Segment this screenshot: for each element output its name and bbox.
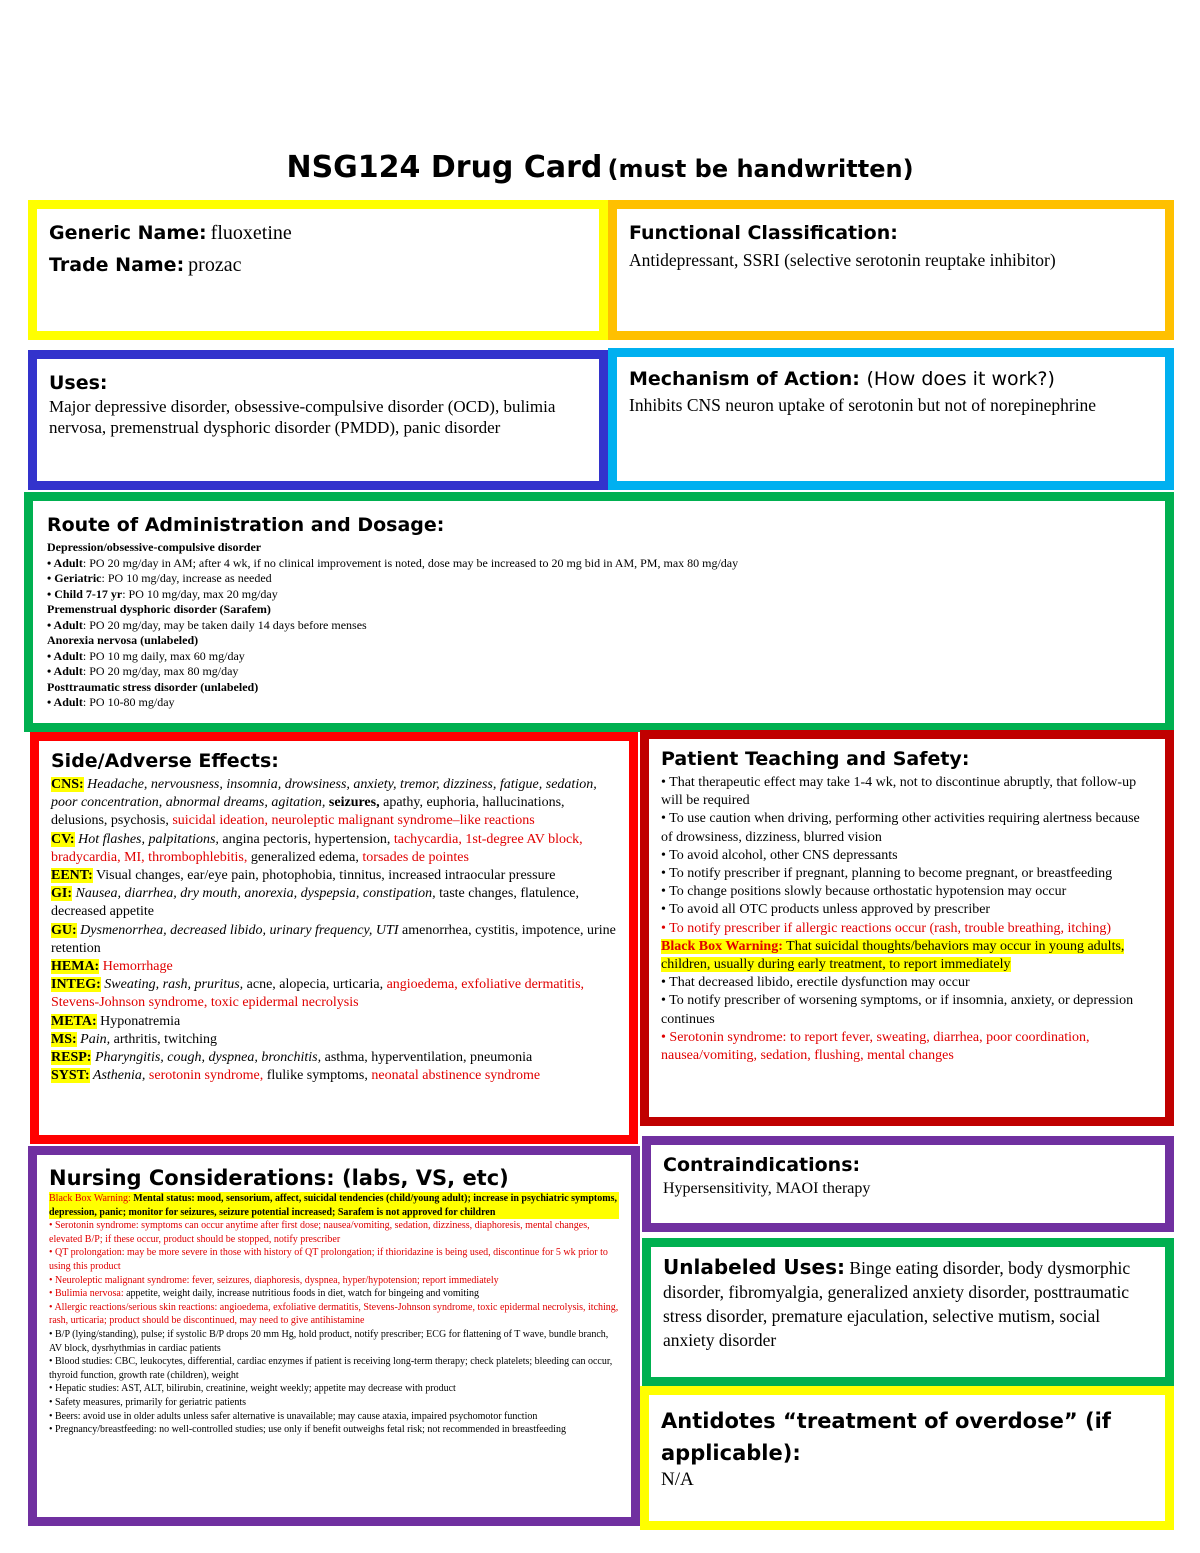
nursing-item-text: • Pregnancy/breastfeeding: no well-controlled studies; use only if benefit outweighs fetal risk; not recommended in breastfeeding bbox=[49, 1424, 566, 1436]
side-effect-label: CV: bbox=[51, 831, 75, 847]
names-box bbox=[28, 200, 608, 340]
route-box bbox=[24, 492, 1174, 732]
route-line: • Adult: PO 20 mg/day, max 80 mg/day bbox=[47, 664, 239, 678]
antidotes-heading: Antidotes “treatment of overdose” (if applicable): bbox=[661, 1409, 1111, 1465]
side-effect-label: SYST: bbox=[51, 1068, 90, 1084]
route-line: Depression/obsessive-compulsive disorder bbox=[47, 540, 262, 554]
side-effects-list bbox=[51, 776, 617, 1085]
side-effect-serious: angioedema, exfoliative dermatitis, Stevens-Johnson syndrome, toxic epidermal necrolysis bbox=[51, 977, 585, 1011]
route-line: • Adult: PO 10-80 mg/day bbox=[47, 695, 175, 709]
side-effect-italic: Dysmenorrhea, decreased libido, urinary frequency, UTI bbox=[76, 922, 399, 938]
route-line: • Adult: PO 20 mg/day in AM; after 4 wk, if no clinical improvement is noted, dose may be increased to 20 mg bid in AM, PM, max 80 mg/day bbox=[47, 555, 739, 570]
nursing-item-text: • Hepatic studies: AST, ALT, bilirubin, creatinine, weight weekly; appetite may decrease with product bbox=[49, 1383, 456, 1395]
contraindications-box bbox=[642, 1136, 1174, 1232]
side-effect-item bbox=[51, 776, 617, 831]
teaching-text: • That therapeutic effect may take 1-4 wk, not to discontinue abruptly, that follow-up will be required bbox=[661, 775, 1137, 809]
nursing-bbw-label: Black Box Warning: bbox=[49, 1193, 131, 1204]
side-effect-serious: tachycardia, 1st-degree AV block, bradycardia, MI, thrombophlebitis, bbox=[51, 831, 583, 865]
teaching-text: • To avoid alcohol, other CNS depressants bbox=[661, 847, 898, 863]
nursing-item bbox=[49, 1423, 619, 1437]
nursing-item-text: • Blood studies: CBC, leukocytes, differential, cardiac enzymes if patient is receiving long-term therapy; check platelets; bleeding can occur, thyroid function, growth rate (children), weight bbox=[49, 1356, 613, 1381]
nursing-bbw-text: Mental status: mood, sensorium, affect, suicidal tendencies (child/young adult); increase in psychiatric symptoms, depression, panic; monitor for seizures, seizure potential increased; Sarafem is not approved for children bbox=[49, 1193, 617, 1218]
teaching-item bbox=[661, 992, 1153, 1028]
side-effect-text: taste changes, flatulence, decreased appetite bbox=[51, 886, 580, 920]
teaching-text: • To use caution when driving, performing other activities requiring alertness because of drowsiness, dizziness, blurred vision bbox=[661, 811, 1140, 845]
teaching-bbw-label: Black Box Warning: bbox=[661, 938, 783, 954]
nursing-item-text: • B/P (lying/standing), pulse; if systolic B/P drops 20 mm Hg, hold product, notify prescriber; ECG for flattening of T wave, bundle branch, AV block, dysrhythmias in cardiac patients bbox=[49, 1328, 609, 1354]
side-effect-item bbox=[51, 976, 617, 1012]
side-effect-text: amenorrhea, cystitis, impotence, urine retention bbox=[51, 922, 616, 956]
teaching-text: • To change positions slowly because orthostatic hypotension may occur bbox=[661, 884, 1067, 900]
side-effects-box bbox=[30, 732, 638, 1144]
side-effect-italic: Hot flashes, palpitations, bbox=[74, 831, 219, 847]
nursing-item-label: • Bulimia nervosa: bbox=[49, 1288, 124, 1300]
teaching-text: • To notify prescriber if pregnant, planning to become pregnant, or breastfeeding bbox=[661, 866, 1113, 882]
route-line: • Adult: PO 20 mg/day, may be taken daily 14 days before menses bbox=[47, 617, 367, 632]
generic-name-value: fluoxetine bbox=[210, 222, 292, 244]
teaching-bbw-text: That suicidal thoughts/behaviors may occur in young adults, children, usually during early treatment, to report immediately bbox=[661, 938, 1125, 973]
trade-name-value: prozac bbox=[188, 254, 242, 276]
title-note: (must be handwritten) bbox=[607, 155, 914, 183]
route-line: Anorexia nervosa (unlabeled) bbox=[47, 633, 199, 647]
trade-name-label: Trade Name: bbox=[49, 254, 185, 276]
nursing-bbw bbox=[49, 1192, 619, 1219]
teaching-text: • To avoid all OTC products unless approved by prescriber bbox=[661, 902, 991, 918]
route-line: Posttraumatic stress disorder (unlabeled) bbox=[47, 679, 259, 694]
side-effect-bold: seizures, bbox=[325, 795, 380, 811]
side-effect-italic: Pain, bbox=[76, 1031, 111, 1047]
title-main: NSG124 Drug Card bbox=[286, 150, 603, 185]
side-effect-item bbox=[51, 1013, 617, 1031]
antidotes-box bbox=[640, 1386, 1174, 1530]
nursing-item bbox=[49, 1355, 619, 1382]
side-effect-text: generalized edema, bbox=[247, 849, 359, 865]
mechanism-heading-label: Mechanism of Action: bbox=[629, 368, 860, 390]
route-lines bbox=[47, 540, 1153, 711]
nursing-item bbox=[49, 1246, 619, 1273]
route-line: Premenstrual dysphoric disorder (Sarafem) bbox=[47, 602, 271, 616]
route-line: • Child 7-17 yr: PO 10 mg/day, max 20 mg/day bbox=[47, 586, 278, 601]
unlabeled-uses-heading: Unlabeled Uses: bbox=[663, 1255, 846, 1279]
nursing-item-text: • Serotonin syndrome: symptoms can occur anytime after first dose; nausea/vomiting, sedation, dizziness, diaphoresis, mental changes, elevated B/P; if these occur, product should be stopped, notify prescriber bbox=[49, 1220, 590, 1245]
side-effect-serious: torsades de pointes bbox=[358, 849, 469, 865]
side-effect-label: CNS: bbox=[51, 777, 84, 792]
teaching-text: • Serotonin syndrome: to report fever, sweating, diarrhea, poor coordination, nausea/vomiting, sedation, flushing, mental changes bbox=[661, 1029, 1090, 1064]
side-effect-italic: Headache, nervousness, insomnia, drowsiness, anxiety, tremor, dizziness, fatigue, sedation, poor concentration, abnormal dreams, agitation, bbox=[51, 777, 597, 811]
side-effect-italic: Pharyngitis, cough, dyspnea, bronchitis, bbox=[91, 1050, 322, 1066]
mechanism-heading-sub: (How does it work?) bbox=[866, 368, 1055, 390]
side-effect-label: META: bbox=[51, 1013, 97, 1029]
uses-text: Major depressive disorder, obsessive-compulsive disorder (OCD), bulimia nervosa, premenstrual dysphoric disorder (PMDD), panic disorder bbox=[49, 397, 556, 437]
functional-classification-text: Antidepressant, SSRI (selective serotonin reuptake inhibitor) bbox=[629, 250, 1056, 270]
unlabeled-uses-text: Binge eating disorder, body dysmorphic disorder, fibromyalgia, generalized anxiety disorder, posttraumatic stress disorder, premature ejaculation, selective mutism, social anxiety disorder bbox=[663, 1258, 1131, 1350]
side-effect-text: arthritis, twitching bbox=[110, 1031, 218, 1047]
teaching-item bbox=[661, 847, 1153, 865]
side-effect-text: angina pectoris, hypertension, bbox=[218, 831, 391, 847]
side-effect-italic: Asthenia, bbox=[89, 1068, 146, 1084]
mechanism-text: Inhibits CNS neuron uptake of serotonin but not of norepinephrine bbox=[629, 395, 1097, 415]
nursing-item bbox=[49, 1219, 619, 1246]
nursing-item bbox=[49, 1287, 619, 1301]
teaching-item bbox=[661, 883, 1153, 901]
side-effect-item bbox=[51, 885, 617, 921]
side-effect-label: MS: bbox=[51, 1031, 77, 1047]
teaching-item bbox=[661, 901, 1153, 919]
side-effect-italic: Nausea, diarrhea, dry mouth, anorexia, dyspepsia, constipation, bbox=[72, 886, 436, 902]
side-effect-item bbox=[51, 1031, 617, 1049]
teaching-text: • To notify prescriber of worsening symptoms, or if insomnia, anxiety, or depression continues bbox=[661, 993, 1134, 1027]
side-effect-text: Visual changes, ear/eye pain, photophobia, tinnitus, increased intraocular pressure bbox=[92, 868, 556, 884]
side-effect-label: EENT: bbox=[51, 868, 93, 884]
mechanism-box bbox=[608, 348, 1174, 490]
side-effect-serious: suicidal ideation, neuroleptic malignant syndrome–like reactions bbox=[168, 813, 535, 829]
teaching-item bbox=[661, 810, 1153, 846]
route-line: • Geriatric: PO 10 mg/day, increase as needed bbox=[47, 571, 272, 585]
side-effect-item bbox=[51, 831, 617, 867]
side-effect-italic: Sweating, rash, pruritus, bbox=[100, 977, 244, 993]
nursing-item bbox=[49, 1410, 619, 1424]
nursing-item bbox=[49, 1382, 619, 1396]
nursing-item-text: • Beers: avoid use in older adults unless safer alternative is unavailable; may cause ataxia, impaired psychomotor function bbox=[49, 1410, 538, 1422]
mechanism-heading bbox=[629, 367, 1153, 392]
nursing-heading: Nursing Considerations: (labs, VS, etc) bbox=[49, 1166, 509, 1190]
teaching-text: • That decreased libido, erectile dysfunction may occur bbox=[661, 975, 970, 991]
route-heading: Route of Administration and Dosage: bbox=[47, 514, 445, 536]
teaching-bbw bbox=[661, 939, 1124, 972]
teaching-item bbox=[661, 938, 1153, 974]
generic-name-label: Generic Name: bbox=[49, 222, 207, 244]
teaching-item bbox=[661, 774, 1153, 810]
patient-teaching-box bbox=[640, 730, 1174, 1126]
nursing-item bbox=[49, 1396, 619, 1410]
nursing-item-text: appetite, weight daily, increase nutritious foods in diet, watch for bingeing and vomiting bbox=[123, 1288, 479, 1300]
uses-box bbox=[28, 350, 608, 490]
nursing-item-text: • Safety measures, primarily for geriatric patients bbox=[49, 1396, 247, 1408]
contraindications-heading: Contraindications: bbox=[663, 1154, 861, 1176]
side-effect-serious: serotonin syndrome, bbox=[145, 1068, 264, 1084]
side-effect-label: GI: bbox=[51, 886, 72, 902]
teaching-item bbox=[661, 1029, 1153, 1065]
unlabeled-uses-box bbox=[642, 1238, 1174, 1386]
nursing-item bbox=[49, 1274, 619, 1288]
teaching-item bbox=[661, 920, 1153, 938]
antidotes-text: N/A bbox=[661, 1469, 694, 1490]
patient-teaching-list bbox=[661, 774, 1153, 1065]
nursing-item-text: • Neuroleptic malignant syndrome: fever, seizures, diaphoresis, dyspnea, hyper/hypotension; report immediately bbox=[49, 1274, 499, 1286]
side-effect-item bbox=[51, 867, 617, 885]
side-effect-text: asthma, hyperventilation, pneumonia bbox=[321, 1050, 533, 1066]
nursing-item bbox=[49, 1328, 619, 1355]
side-effect-text: Hyponatremia bbox=[96, 1013, 181, 1029]
route-line: • Adult: PO 10 mg daily, max 60 mg/day bbox=[47, 648, 245, 663]
side-effect-label: RESP: bbox=[51, 1050, 92, 1066]
teaching-item bbox=[661, 974, 1153, 992]
patient-teaching-heading: Patient Teaching and Safety: bbox=[661, 748, 970, 770]
side-effect-item bbox=[51, 1067, 617, 1085]
side-effect-label: INTEG: bbox=[51, 977, 101, 993]
nursing-list bbox=[49, 1219, 619, 1437]
nursing-considerations-box bbox=[28, 1146, 640, 1526]
page-title bbox=[0, 150, 1200, 185]
side-effect-text: apathy, euphoria, hallucinations, delusions, psychosis, bbox=[51, 795, 565, 829]
teaching-text: • To notify prescriber if allergic reactions occur (rash, trouble breathing, itching) bbox=[661, 920, 1112, 936]
side-effects-heading: Side/Adverse Effects: bbox=[51, 750, 279, 772]
side-effect-serious: Hemorrhage bbox=[99, 959, 173, 975]
side-effect-item bbox=[51, 958, 617, 976]
side-effect-text: acne, alopecia, urticaria, bbox=[243, 977, 384, 993]
contraindications-text: Hypersensitivity, MAOI therapy bbox=[663, 1180, 871, 1197]
side-effect-item bbox=[51, 1049, 617, 1067]
side-effect-text: flulike symptoms, bbox=[263, 1068, 368, 1084]
uses-heading: Uses: bbox=[49, 372, 108, 394]
side-effect-label: GU: bbox=[51, 922, 77, 938]
unlabeled-uses-content bbox=[663, 1255, 1153, 1352]
nursing-item-text: • Allergic reactions/serious skin reactions: angioedema, exfoliative dermatitis, Stevens-Johnson syndrome, toxic epidermal necrolysis, itching, rash, urticaria; product should be discontinued, may need to give antihistamine bbox=[49, 1301, 619, 1327]
nursing-item bbox=[49, 1301, 619, 1328]
functional-classification-heading: Functional Classification: bbox=[629, 222, 898, 244]
functional-classification-box bbox=[608, 200, 1174, 340]
side-effect-item bbox=[51, 922, 617, 958]
teaching-item bbox=[661, 865, 1153, 883]
side-effect-label: HEMA: bbox=[51, 959, 100, 975]
side-effect-serious: neonatal abstinence syndrome bbox=[367, 1068, 541, 1084]
nursing-item-text: • QT prolongation: may be more severe in those with history of QT prolongation; if thioridazine is being used, discontinue for 5 wk prior to using this product bbox=[49, 1247, 608, 1272]
